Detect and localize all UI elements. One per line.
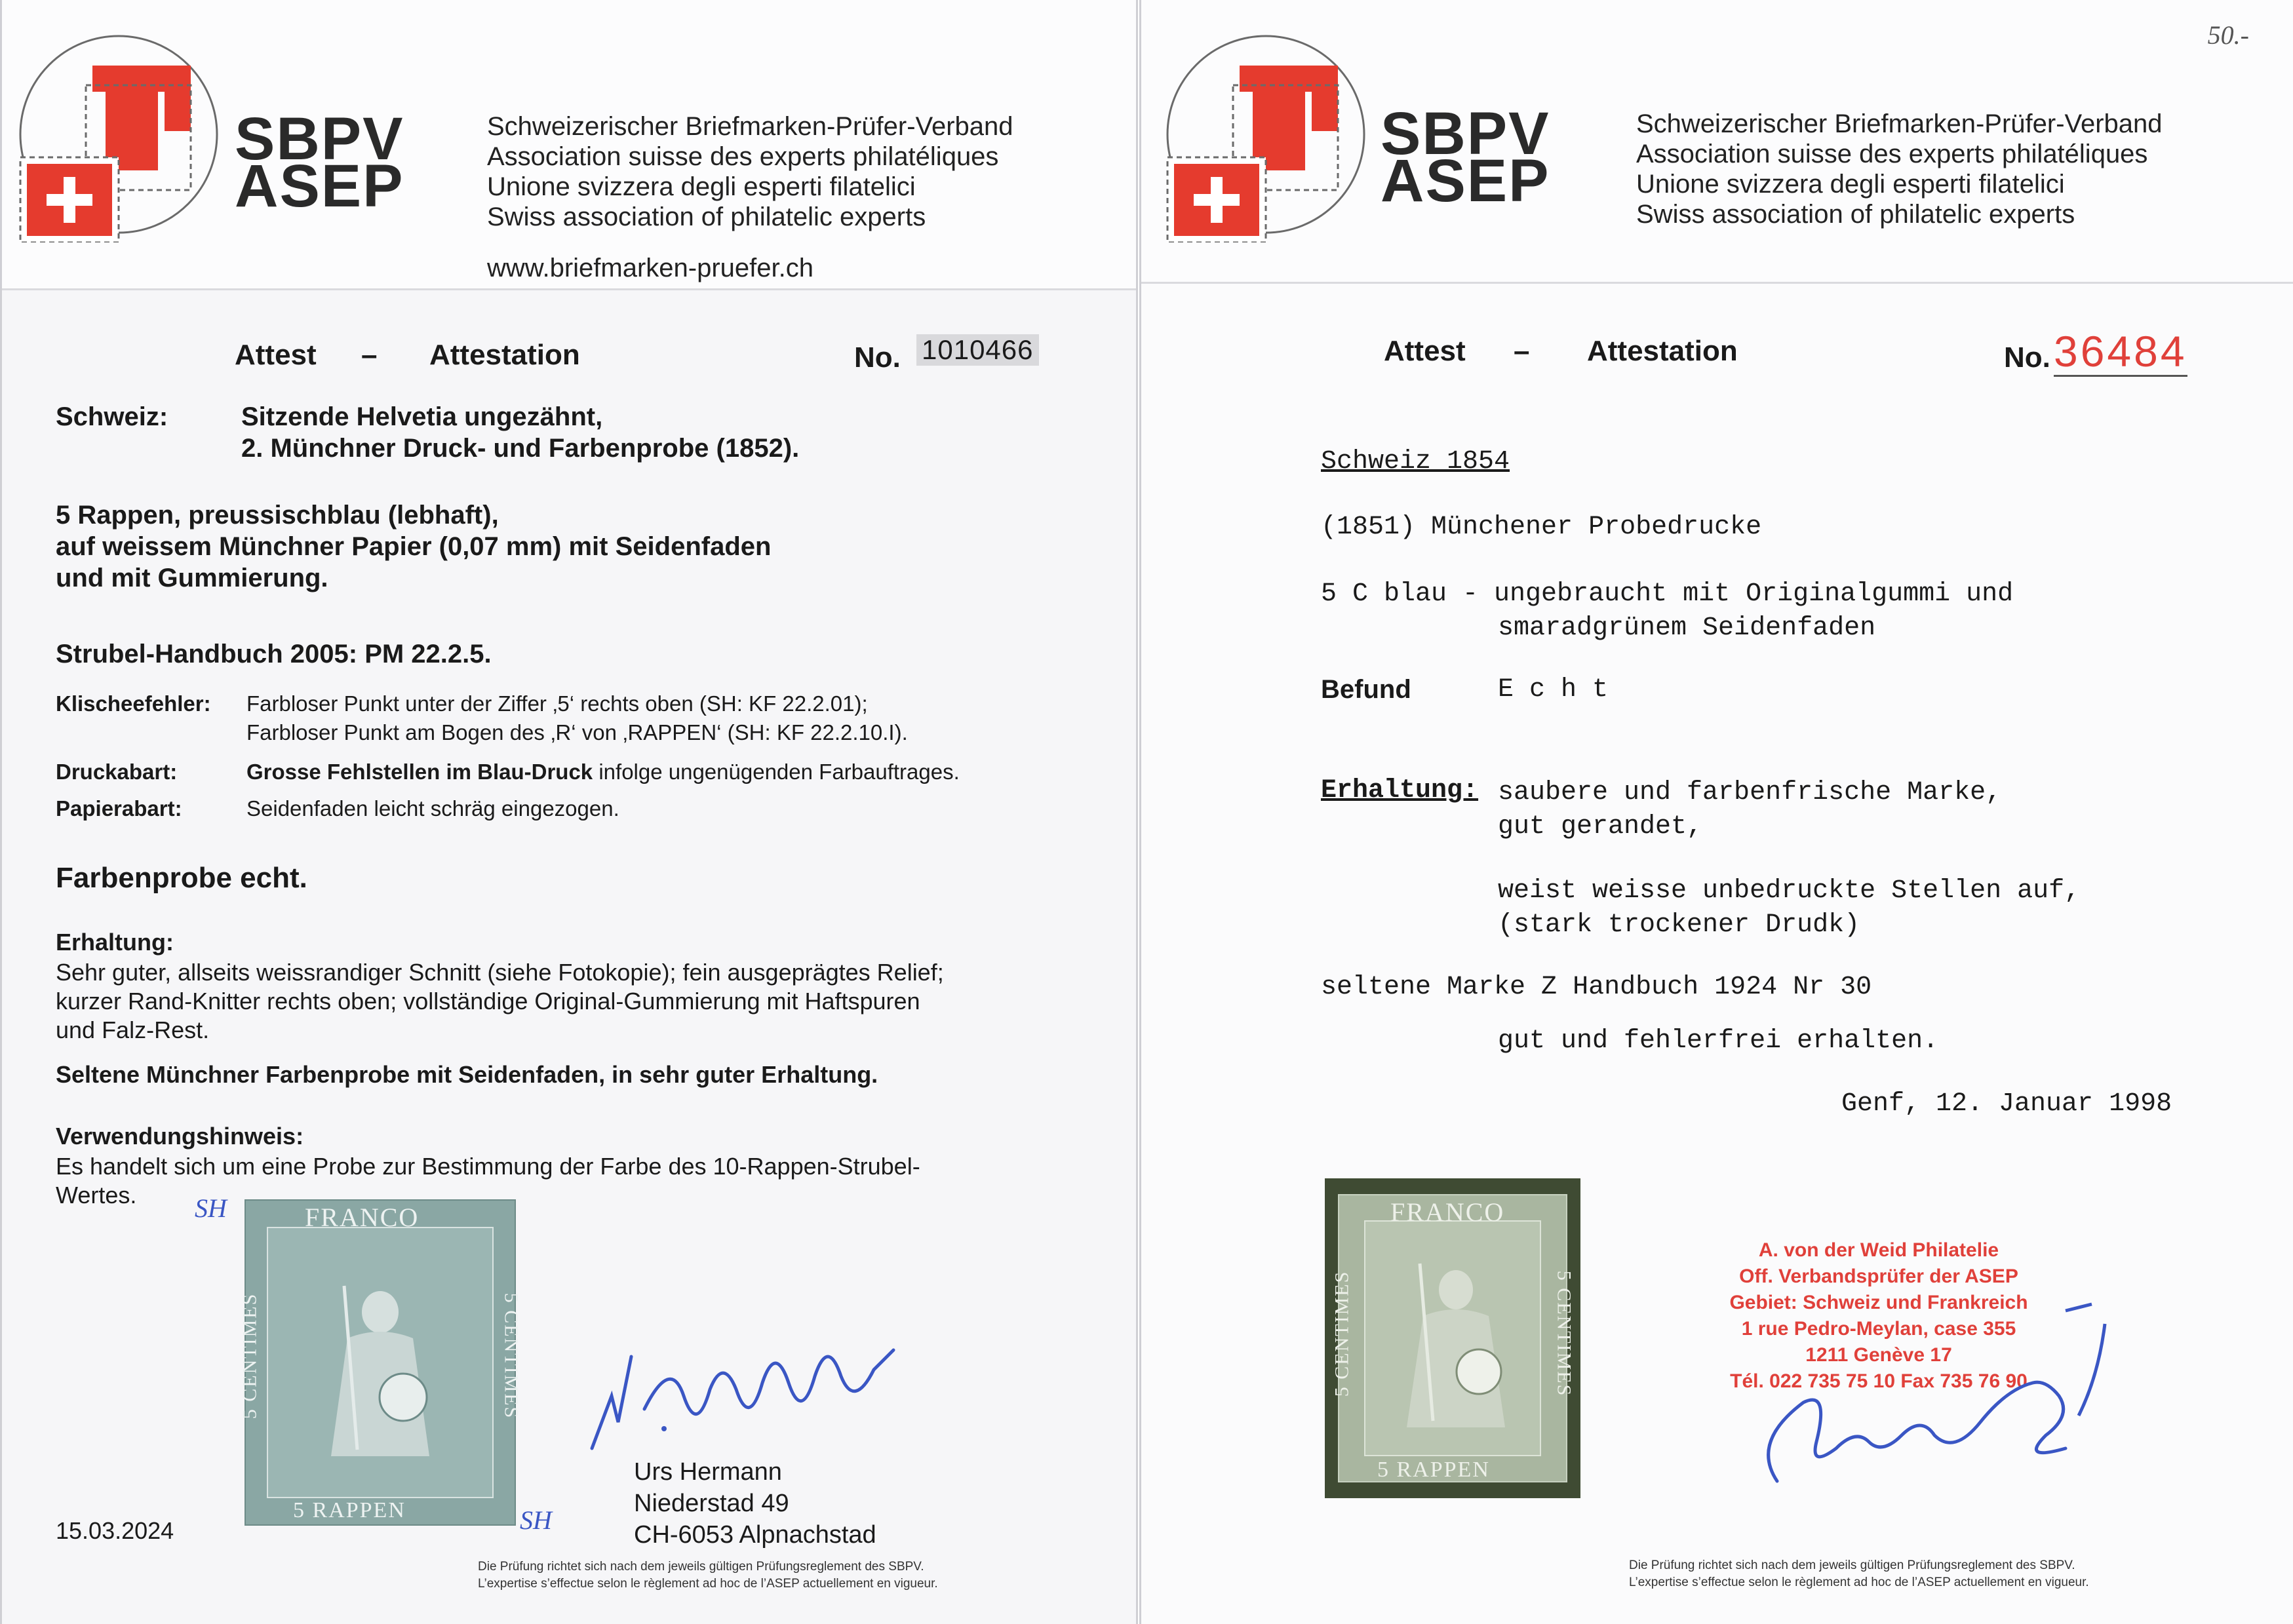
erhaltung-label: Erhaltung: xyxy=(1321,776,1479,805)
erhaltung-summary: Seltene Münchner Farbenprobe mit Seidenfaden, in sehr guter Erhaltung. xyxy=(56,1061,878,1088)
corner-price-note: 50.- xyxy=(2207,20,2249,50)
stamp-top-text: FRANCO xyxy=(1390,1197,1505,1227)
detail-text-papierabart: Seidenfaden leicht schräg eingezogen. xyxy=(246,796,619,821)
right-certificate xyxy=(1139,0,2293,1624)
certificate-number-label: No. xyxy=(854,341,901,374)
stamp-bottom-text: 5 RAPPEN xyxy=(1377,1458,1490,1482)
stamp-top-text: FRANCO xyxy=(305,1203,420,1232)
sbpv-logo-icon xyxy=(1154,26,1377,242)
handbook-reference: Strubel-Handbuch 2005: PM 22.2.5. xyxy=(56,640,492,668)
detail-label-papierabart: Papierabart: xyxy=(56,796,182,821)
logo-text-sbpv: SBPV xyxy=(235,106,404,172)
footer-note: Die Prüfung richtet sich nach dem jeweils gültigen Prüfungsreglement des SBPV. L’expertise s’effectue selon le règlement ad hoc de l’ASEP actuellement en vigueur. xyxy=(478,1560,938,1591)
stamp-title: Sitzende Helvetia ungezähnt, 2. Münchner Druck- und Farbenprobe (1852). xyxy=(241,402,800,463)
stamp-photo-right xyxy=(1325,1178,1580,1498)
sbpv-logo-icon xyxy=(7,26,230,242)
erhaltung-text-2: weist weisse unbedruckte Stellen auf, (stark trockener Drudk) xyxy=(1498,876,2081,940)
detail-text-2: Farbloser Punkt am Bogen des ‚R‘ von ‚RAPPEN‘ (SH: KF 22.2.10.I). xyxy=(246,720,908,744)
erhaltung-text: saubere und farbenfrische Marke, gut gerandet, xyxy=(1498,778,2002,841)
stamp-left-text: 5 CENTIMES xyxy=(239,1292,261,1420)
country-year-title: Schweiz 1854 xyxy=(1321,447,1510,476)
detail-text-druckabart: Grosse Fehlstellen im Blau-Druck infolge ungenügenden Farbauftrages. xyxy=(246,760,960,784)
condition-note: gut und fehlerfrei erhalten. xyxy=(1498,1026,1939,1056)
stamp-right-text: 5 CENTIMES xyxy=(500,1292,522,1420)
rarity-note: seltene Marke Z Handbuch 1924 Nr 30 xyxy=(1321,973,1872,1002)
association-names: Schweizerischer Briefmarken-Prüfer-Verband Association suisse des experts philatéliques Unione svizzera degli esperti filatelici Swiss association of philatelic experts xyxy=(487,112,1013,231)
footer-note: Die Prüfung richtet sich nach dem jeweils gültigen Prüfungsreglement des SBPV. L’expertise s’effectue selon le règlement ad hoc de l’ASEP actuellement en vigueur. xyxy=(1629,1558,2089,1589)
logo-text-asep: ASEP xyxy=(235,153,404,220)
detail-label-druckabart: Druckabart: xyxy=(56,760,178,784)
verdict: Farbenprobe echt. xyxy=(56,862,307,894)
place-date: Genf, 12. Januar 1998 xyxy=(1841,1089,2172,1119)
erhaltung-text: Sehr guter, allseits weissrandiger Schnitt (siehe Fotokopie); fein ausgeprägtes Relief; kurzer Rand-Knitter rechts oben; vollständige Original-Gummierung mit Haftspuren und Falz-Rest. xyxy=(56,959,944,1043)
association-names: Schweizerischer Briefmarken-Prüfer-Verband Association suisse des experts philatéliques Unione svizzera degli esperti filatelici Swiss association of philatelic experts xyxy=(1636,109,2163,229)
attestation-label: Attestation xyxy=(429,339,580,371)
detail-label-klischeefehler: Klischeefehler: xyxy=(56,691,211,716)
befund-label: Befund xyxy=(1321,675,1411,704)
expert-mark-top: SH xyxy=(195,1193,227,1223)
logo-text-sbpv: SBPV xyxy=(1381,100,1550,167)
certificate-number: 36484 xyxy=(2054,327,2187,376)
expert-address-stamp: A. von der Weid Philatelie Off. Verbandsprüfer der ASEP Gebiet: Schweiz und Frankreich 1 rue Pedro-Meylan, case 355 1211 Genève 17 Tél. 022 735 75 10 Fax 735 76 90 xyxy=(1729,1239,2028,1392)
attest-label: Attest xyxy=(1384,335,1466,367)
stamp-right-text: 5 CENTIMES xyxy=(1552,1270,1575,1397)
attest-dash: – xyxy=(1514,335,1530,367)
left-header xyxy=(2,0,1136,290)
issue-line: (1851) Münchener Probedrucke xyxy=(1321,512,1762,542)
erhaltung-label: Erhaltung: xyxy=(56,929,174,956)
issue-date: 15.03.2024 xyxy=(56,1517,174,1544)
befund-value: E c h t xyxy=(1498,675,1609,705)
attest-dash: – xyxy=(361,339,378,371)
stamp-description: 5 Rappen, preussischblau (lebhaft), auf weissem Münchner Papier (0,07 mm) mit Seidenfaden und mit Gummierung. xyxy=(56,501,772,592)
verwendung-text: Es handelt sich um eine Probe zur Bestimmung der Farbe des 10-Rappen-Strubel- Wertes. xyxy=(56,1153,920,1208)
right-header xyxy=(1141,0,2293,284)
verwendung-label: Verwendungshinweis: xyxy=(56,1123,304,1150)
logo-text-asep: ASEP xyxy=(1381,147,1550,214)
expert-signature-icon xyxy=(1725,1285,2131,1507)
expert-mark-bottom: SH xyxy=(520,1505,552,1535)
expert-address: Urs Hermann Niederstad 49 CH-6053 Alpnachstad xyxy=(634,1458,876,1549)
description-line-2: smaradgrünem Seidenfaden xyxy=(1498,613,1876,643)
website-link[interactable]: www.briefmarken-pruefer.ch xyxy=(487,254,813,282)
detail-text-1: Farbloser Punkt unter der Ziffer ‚5‘ rechts oben (SH: KF 22.2.01); xyxy=(246,691,868,716)
certificate-number-label: No. xyxy=(2004,341,2050,374)
expert-signature-icon xyxy=(579,1317,946,1461)
stamp-photo-left xyxy=(239,1199,522,1526)
attest-label: Attest xyxy=(235,339,317,371)
country-label: Schweiz: xyxy=(56,402,168,431)
stamp-bottom-text: 5 RAPPEN xyxy=(293,1498,406,1522)
description-line-1: 5 C blau - ungebraucht mit Originalgummi und xyxy=(1321,579,2014,609)
helvetia-figure-icon xyxy=(1390,1244,1521,1434)
attestation-label: Attestation xyxy=(1587,335,1738,367)
helvetia-figure-icon xyxy=(311,1266,449,1463)
certificate-number: 1010466 xyxy=(916,334,1039,366)
stamp-left-text: 5 CENTIMES xyxy=(1331,1270,1353,1397)
left-certificate xyxy=(0,0,1138,1624)
